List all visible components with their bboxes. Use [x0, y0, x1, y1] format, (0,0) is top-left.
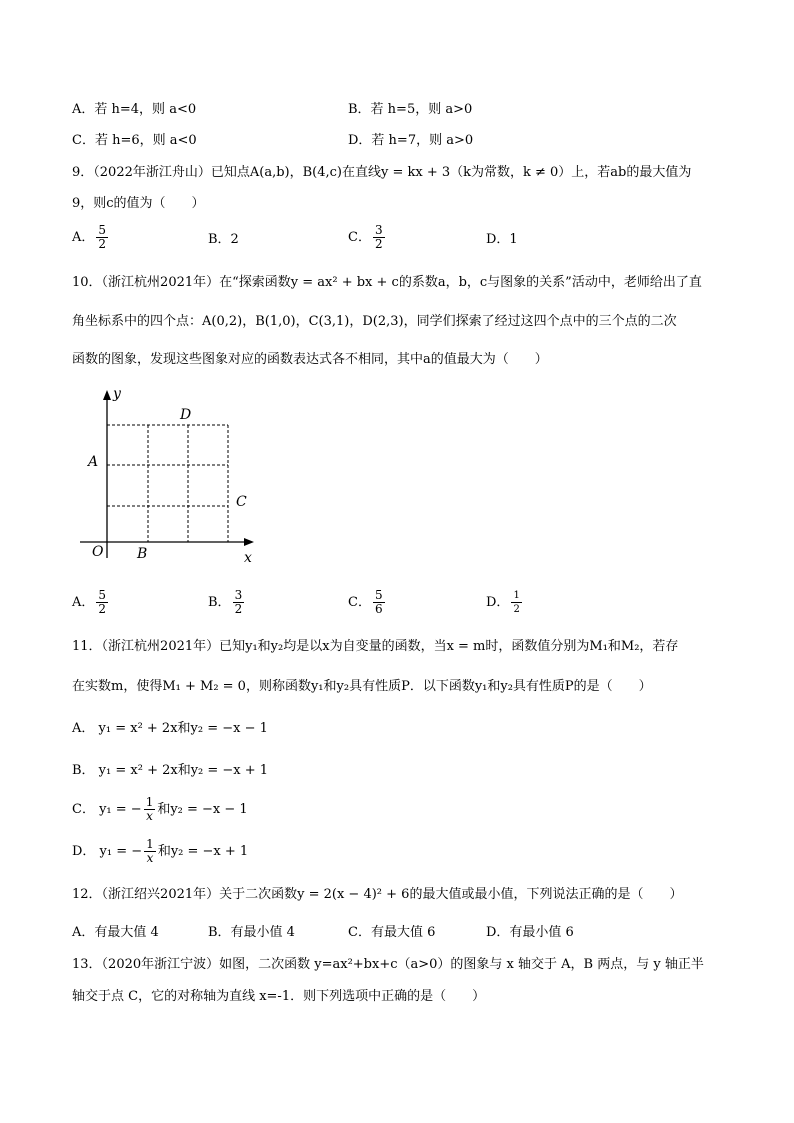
q10-stem-line1: 10．（浙江杭州2021年）在“探索函数y = ax² + bx + c的系数a，b，c与图象的关系”活动中，老师给出了直 [72, 275, 702, 290]
x-axis-arrow [244, 538, 254, 546]
q11-stem-line2: 在实数m，使得M₁ + M₂ = 0，则称函数y₁和y₂具有性质P．以下函数y₁和y₂具有性质P的是（ ） [72, 679, 652, 694]
q12-option-a: A．有最大值 4 [72, 925, 159, 940]
q9-option-d: D．1 [486, 232, 518, 247]
y-axis-arrow [103, 390, 111, 400]
q8-option-c: C．若 h=6，则 a<0 [72, 133, 197, 148]
q11-option-c: C． y₁ = − $\frac{1}{x}$ 和y₂ = −x − 1 [72, 795, 248, 823]
q8-option-a: A．若 h=4，则 a<0 [72, 102, 197, 117]
point-c-label: C [236, 494, 247, 510]
q10-stem-line3: 函数的图象，发现这些图象对应的函数表达式各不相同，其中a的值最大为（ ） [72, 352, 548, 367]
q10-option-b: B． $\frac{3}{2}$ [208, 588, 243, 616]
point-d-label: D [180, 407, 192, 423]
axes [80, 396, 250, 558]
point-b-label: B [137, 546, 148, 562]
q11-stem-line1: 11．（浙江杭州2021年）已知y₁和y₂均是以x为自变量的函数，当x = m时，函数值分别为M₁和M₂，若存 [72, 639, 679, 654]
x-axis-label: x [244, 550, 252, 566]
q9-stem-line1: 9．（2022年浙江舟山）已知点A(a,b)，B(4,c)在直线y = kx + 3（k为常数，k ≠ 0）上，若ab的最大值为 [72, 165, 692, 180]
grid-lines [107, 425, 228, 542]
q12-option-b: B．有最小值 4 [208, 925, 295, 940]
y-axis-label: y [113, 386, 121, 402]
q12-option-d: D．有最小值 6 [486, 925, 574, 940]
point-a-label: A [88, 454, 99, 470]
q9-option-c: C． $\frac{3}{2}$ [348, 223, 383, 251]
q13-stem-line1: 13．（2020年浙江宁波）如图，二次函数 y=ax²+bx+c（a>0）的图象与 x 轴交于 A，B 两点，与 y 轴正半 [72, 957, 704, 972]
q12-stem: 12．（浙江绍兴2021年）关于二次函数y = 2(x − 4)² + 6的最大值或最小值，下列说法正确的是（ ） [72, 887, 683, 902]
q13-stem-line2: 轴交于点 C，它的对称轴为直线 x=-1．则下列选项中正确的是（ ） [72, 989, 486, 1004]
q10-option-c: C． $\frac{5}{6}$ [348, 588, 383, 616]
q10-coordinate-figure [70, 380, 270, 570]
q10-option-d: D． $\frac{1}{2}$ [486, 590, 520, 615]
q11-option-d: D． y₁ = − $\frac{1}{x}$ 和y₂ = −x + 1 [72, 837, 249, 865]
q10-stem-line2: 角坐标系中的四个点：A(0,2)，B(1,0)，C(3,1)，D(2,3)，同学们探索了经过这四个点中的三个点的二次 [72, 314, 677, 329]
q9-option-b: B．2 [208, 232, 239, 247]
q12-option-c: C．有最大值 6 [348, 925, 436, 940]
q8-option-b: B．若 h=5，则 a>0 [348, 102, 473, 117]
q11-option-a: A． y₁ = x² + 2x和y₂ = −x − 1 [72, 721, 268, 736]
origin-label: O [92, 544, 104, 560]
q11-option-b: B． y₁ = x² + 2x和y₂ = −x + 1 [72, 763, 269, 778]
q9-stem-line2: 9，则c的值为（ ） [72, 196, 205, 211]
q9-option-a: A． $\frac{5}{2}$ [72, 223, 107, 251]
q8-option-d: D．若 h=7，则 a>0 [348, 133, 474, 148]
q10-option-a: A． $\frac{5}{2}$ [72, 588, 107, 616]
